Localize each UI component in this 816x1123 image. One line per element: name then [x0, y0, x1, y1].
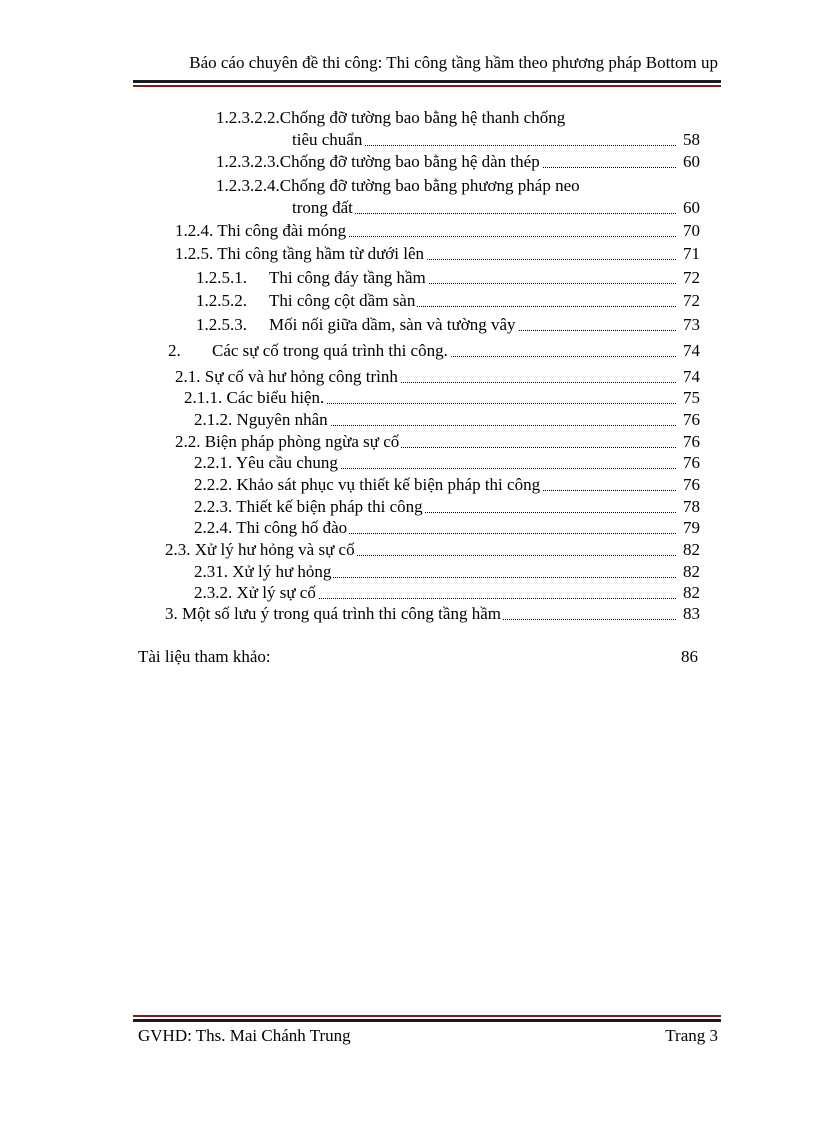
- toc-entry-title-cont: tiêu chuẩn: [292, 130, 363, 149]
- header-rule-dark: [133, 80, 721, 83]
- toc-page-number: 58: [683, 130, 700, 149]
- toc-entry[interactable]: [292, 197, 700, 219]
- toc-entry-label: [216, 151, 542, 173]
- header-rule-red: [133, 85, 721, 87]
- toc-entry[interactable]: [196, 267, 700, 289]
- toc-entry-title: 2.2. Biện pháp phòng ngừa sự cố: [175, 432, 400, 451]
- toc-entry-title: Thi công đáy tầng hầm: [269, 268, 426, 287]
- toc-entry-number: 2.: [168, 341, 181, 360]
- toc-entry-title: Chống đỡ tường bao bằng phương pháp neo: [279, 176, 580, 195]
- toc-page-number: 76: [683, 432, 700, 451]
- toc-entry-label: [196, 314, 518, 336]
- toc-entry[interactable]: [184, 387, 700, 409]
- toc-entry[interactable]: [194, 452, 700, 474]
- toc-entry[interactable]: [175, 220, 700, 242]
- toc-entry-number: 1.2.5.2.: [196, 291, 247, 310]
- toc-entry-number: 1.2.3.2.4.: [216, 176, 280, 195]
- toc-entry-title: 2.1. Sự cố và hư hỏng công trình: [175, 367, 398, 386]
- toc-entry[interactable]: [165, 603, 700, 625]
- toc-entry-number: 1.2.3.2.3.: [216, 152, 280, 171]
- toc-entry[interactable]: [194, 474, 700, 496]
- toc-entry-title: 2.3.2. Xử lý sự cố: [194, 583, 316, 602]
- toc-page-number: 82: [683, 562, 700, 581]
- toc-entry-label: [168, 340, 450, 362]
- toc-entry[interactable]: [175, 243, 700, 265]
- toc-entry[interactable]: [216, 151, 700, 173]
- toc-entry-title: Thi công cột dầm sàn: [269, 291, 416, 310]
- toc-entry[interactable]: [292, 129, 700, 151]
- toc-entry-title: 2.3. Xử lý hư hỏng và sự cố: [165, 540, 355, 559]
- footer-page-number: Trang 3: [665, 1026, 718, 1045]
- toc-page-number: 74: [683, 367, 700, 386]
- footer-advisor: GVHD: Ths. Mai Chánh Trung: [138, 1026, 351, 1045]
- footer-rule-red: [133, 1015, 721, 1017]
- toc-entry-title: 2.2.1. Yêu cầu chung: [194, 453, 338, 472]
- toc-entry-title: 2.2.2. Khảo sát phục vụ thiết kế biện pháp thi công: [194, 475, 541, 494]
- toc-entry-title-cont: trong đất: [292, 198, 353, 217]
- toc-page-number: 73: [683, 315, 700, 334]
- toc-entry[interactable]: [165, 539, 700, 561]
- toc-entry[interactable]: [168, 340, 700, 362]
- toc-entry-title: Chống đỡ tường bao bằng hệ thanh chống: [279, 108, 566, 127]
- toc-page-number: 78: [683, 497, 700, 516]
- toc-entry-title: 1.2.5. Thi công tầng hầm từ dưới lên: [175, 244, 425, 263]
- toc-entry-title: 2.2.3. Thiết kế biện pháp thi công: [194, 497, 423, 516]
- toc-page-number: 70: [683, 221, 700, 240]
- toc-page-number: 82: [683, 540, 700, 559]
- toc-entry-references[interactable]: [138, 646, 698, 668]
- references-label: Tài liệu tham khảo:: [138, 647, 271, 666]
- toc-entry-title: 3. Một số lưu ý trong quá trình thi công tầng hầm: [165, 604, 501, 623]
- toc-page-number: 60: [683, 198, 700, 217]
- toc-page-number: 72: [683, 291, 700, 310]
- toc-entry[interactable]: [194, 517, 700, 539]
- toc-page-number: 83: [683, 604, 700, 623]
- toc-entry[interactable]: [175, 431, 700, 453]
- toc-entry-label: [196, 290, 417, 312]
- toc-entry-first-line: [216, 175, 580, 197]
- toc-page-number: 74: [683, 341, 700, 360]
- toc-page-number: 76: [683, 475, 700, 494]
- toc-entry-first-line: [216, 107, 565, 129]
- toc-entry[interactable]: [194, 496, 700, 518]
- toc-entry-title: 2.1.1. Các biểu hiện.: [184, 388, 325, 407]
- toc-entry-number: 1.2.5.1.: [196, 268, 247, 287]
- toc-entry-title: Mối nối giữa dầm, sàn và tường vây: [269, 315, 516, 334]
- toc-page-number: 60: [683, 152, 700, 171]
- toc-page-number: 76: [683, 453, 700, 472]
- footer-rule-dark: [133, 1019, 721, 1022]
- toc-entry[interactable]: [175, 366, 700, 388]
- toc-page-number: 86: [681, 647, 698, 666]
- toc-page-number: 82: [683, 583, 700, 602]
- toc-entry-title: 2.2.4. Thi công hố đào: [194, 518, 348, 537]
- toc-entry-title: Các sự cố trong quá trình thi công.: [212, 341, 448, 360]
- toc-entry-number: 1.2.3.2.2.: [216, 108, 280, 127]
- toc-entry[interactable]: [194, 409, 700, 431]
- toc-entry-number: 1.2.5.3.: [196, 315, 247, 334]
- toc-page-number: 72: [683, 268, 700, 287]
- toc-entry-title: Chống đỡ tường bao bằng hệ dàn thép: [279, 152, 540, 171]
- toc-page-number: 79: [683, 518, 700, 537]
- toc-entry-title: 2.1.2. Nguyên nhân: [194, 410, 328, 429]
- toc-page-number: 75: [683, 388, 700, 407]
- toc-entry[interactable]: [196, 290, 700, 312]
- toc-entry[interactable]: [194, 561, 700, 583]
- toc-page-number: 76: [683, 410, 700, 429]
- toc-entry-label: [196, 267, 428, 289]
- toc-entry[interactable]: [196, 314, 700, 336]
- page-header-title: Báo cáo chuyên đề thi công: Thi công tầng hầm theo phương pháp Bottom up: [189, 53, 718, 72]
- toc-page-number: 71: [683, 244, 700, 263]
- toc-entry-title: 2.31. Xử lý hư hỏng: [194, 562, 332, 581]
- toc-entry-title: 1.2.4. Thi công đài móng: [175, 221, 347, 240]
- toc-entry[interactable]: [194, 582, 700, 604]
